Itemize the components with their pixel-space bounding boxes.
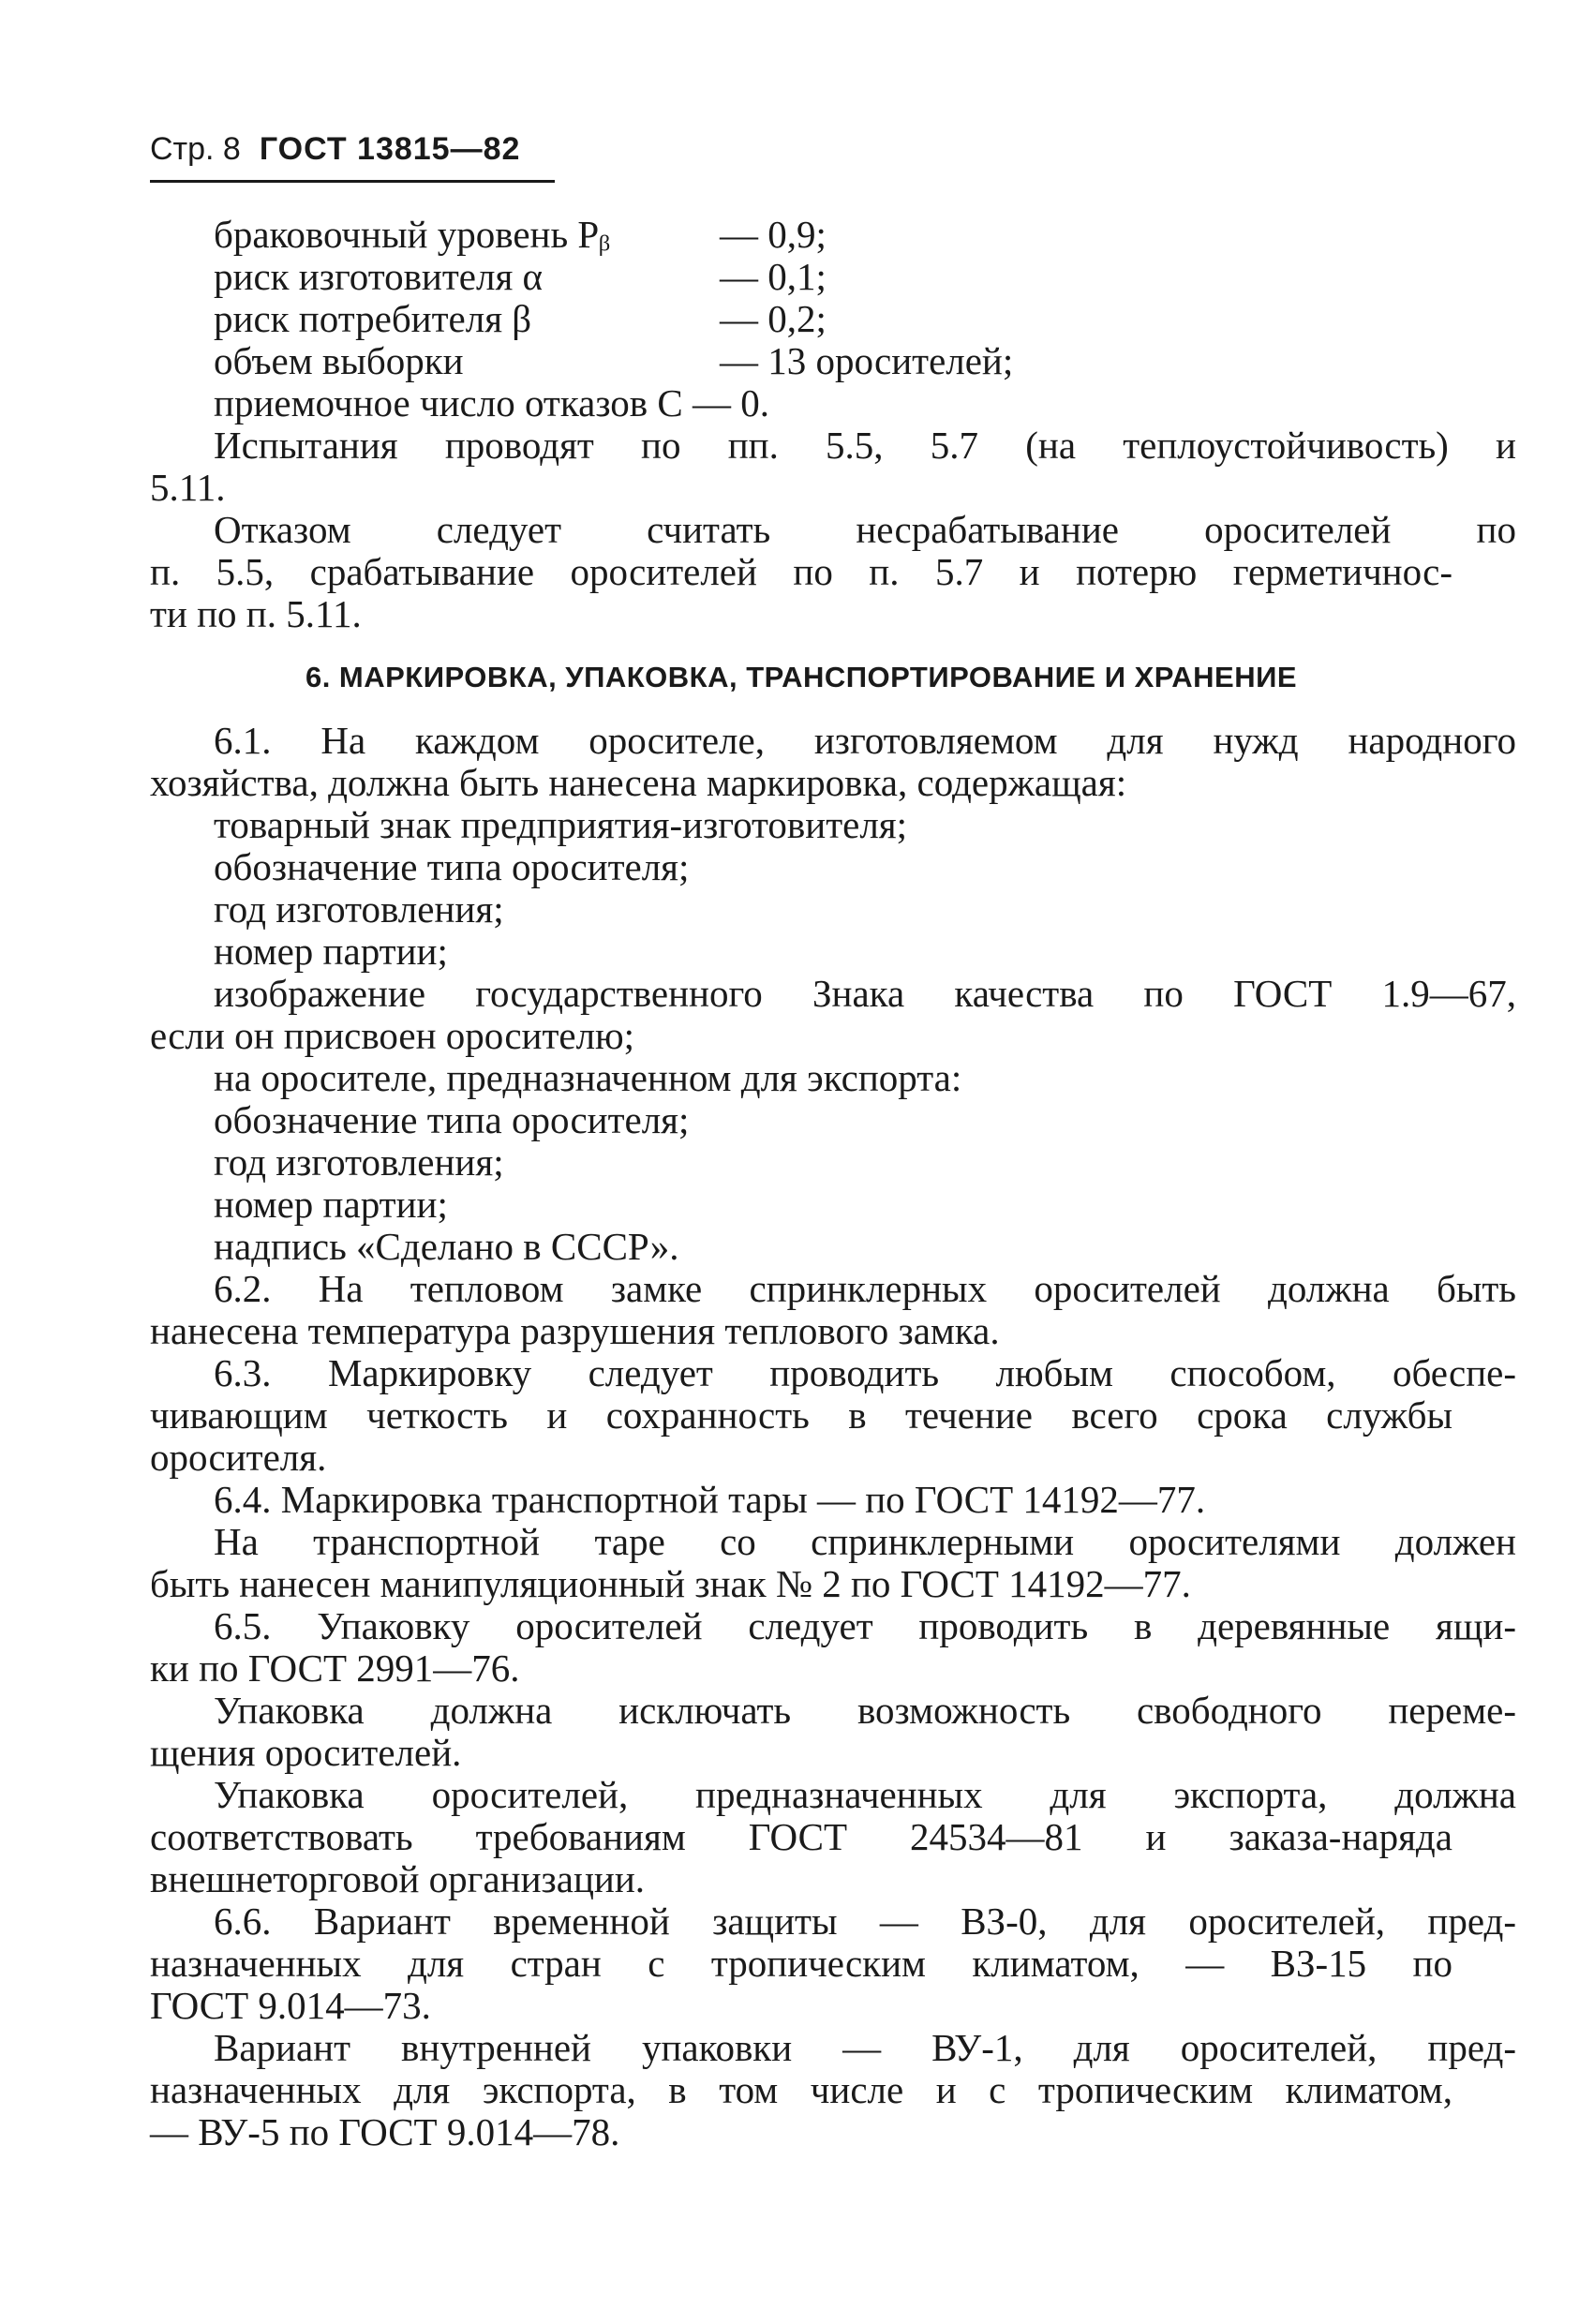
param-value: — 0,2; — [720, 297, 827, 340]
text-line: ки по ГОСТ 2991—76. — [150, 1646, 520, 1690]
text-line: чивающим четкость и сохранность в течение всего срока службы — [150, 1393, 1452, 1437]
text-line: 6.4. Маркировка транспортной тары — по ГОСТ 14192—77. — [214, 1478, 1206, 1521]
text-line: нанесена температура разрушения теплового замка. — [150, 1309, 1000, 1352]
list-item: номер партии; — [214, 930, 448, 973]
list-item: надпись «Сделано в СССР». — [214, 1225, 679, 1268]
text-line: Упаковка должна исключать возможность свободного переме- — [214, 1689, 1516, 1732]
text-line: На транспортной таре со спринклерными оросителями должен — [214, 1520, 1516, 1563]
text-line: хозяйства, должна быть нанесена маркировка, содержащая: — [150, 761, 1127, 804]
text-line: быть нанесен манипуляционный знак № 2 по ГОСТ 14192—77. — [150, 1562, 1191, 1605]
list-item: обозначение типа оросителя; — [214, 1098, 690, 1141]
param-name: риск потребителя β — [214, 297, 532, 340]
text-line: приемочное число отказов C — 0. — [214, 381, 769, 425]
text-line: ГОСТ 9.014—73. — [150, 1984, 431, 2027]
text-line: Отказом следует считать несрабатывание оросителей по — [214, 508, 1516, 551]
list-item: год изготовления; — [214, 887, 504, 931]
text-line: 6.2. На тепловом замке спринклерных оросителей должна быть — [214, 1267, 1516, 1310]
param-name: объем выборки — [214, 339, 464, 382]
standard-code: ГОСТ 13815—82 — [259, 131, 521, 167]
text-line: назначенных для экспорта, в том числе и с тропическим климатом, — [150, 2068, 1452, 2111]
param-name: риск изготовителя α — [214, 255, 544, 298]
text-line: 6.6. Вариант временной защиты — ВЗ-0, для оросителей, пред- — [214, 1899, 1516, 1943]
text-line: Вариант внутренней упаковки — ВУ-1, для оросителей, пред- — [214, 2026, 1516, 2069]
text-line: назначенных для стран с тропическим климатом, — ВЗ-15 по — [150, 1942, 1452, 1985]
param-name: браковочный уровень Pᵦ — [214, 213, 610, 256]
text-line: внешнеторговой организации. — [150, 1857, 646, 1900]
list-item: обозначение типа оросителя; — [214, 845, 690, 888]
list-item: номер партии; — [214, 1183, 448, 1226]
param-line — [150, 298, 1516, 340]
text-line: 5.11. — [150, 466, 226, 509]
text-line: п. 5.5, срабатывание оросителей по п. 5.7 и потерю герметичнос- — [150, 550, 1452, 593]
text-line: оросителя. — [150, 1436, 327, 1479]
text-line: на оросителе, предназначенном для экспорта: — [214, 1056, 962, 1099]
text-line: — ВУ-5 по ГОСТ 9.014—78. — [150, 2110, 620, 2153]
param-value: — 0,9; — [720, 213, 827, 256]
section-heading: 6. МАРКИРОВКА, УПАКОВКА, ТРАНСПОРТИРОВАНИЕ И ХРАНЕНИЕ — [305, 661, 1298, 693]
list-item: год изготовления; — [214, 1140, 504, 1184]
param-value: — 0,1; — [720, 255, 827, 298]
text-line: Упаковка оросителей, предназначенных для экспорта, должна — [214, 1773, 1516, 1816]
text-line: 6.3. Маркировку следует проводить любым способом, обеспе- — [214, 1351, 1516, 1394]
param-line — [150, 340, 1516, 382]
page-header — [150, 131, 520, 168]
text-line: если он присвоен оросителю; — [150, 1014, 635, 1057]
text-line: ти по п. 5.11. — [150, 592, 362, 635]
text-line: Испытания проводят по пп. 5.5, 5.7 (на теплоустойчивость) и — [214, 424, 1516, 467]
page-number: Стр. 8 — [150, 131, 241, 167]
header-rule — [150, 180, 555, 183]
text-line: 6.5. Упаковку оросителей следует проводить в деревянные ящи- — [214, 1604, 1516, 1647]
text-line: щения оросителей. — [150, 1731, 462, 1774]
text-line: 6.1. На каждом оросителе, изготовляемом для нужд народного — [214, 719, 1516, 762]
text-line: соответствовать требованиям ГОСТ 24534—81 и заказа-наряда — [150, 1815, 1452, 1858]
param-line — [150, 214, 1516, 256]
list-item: товарный знак предприятия-изготовителя; — [214, 803, 908, 846]
param-value: — 13 оросителей; — [720, 339, 1014, 382]
list-item: изображение государственного Знака качества по ГОСТ 1.9—67, — [214, 972, 1516, 1015]
param-line — [150, 256, 1516, 298]
